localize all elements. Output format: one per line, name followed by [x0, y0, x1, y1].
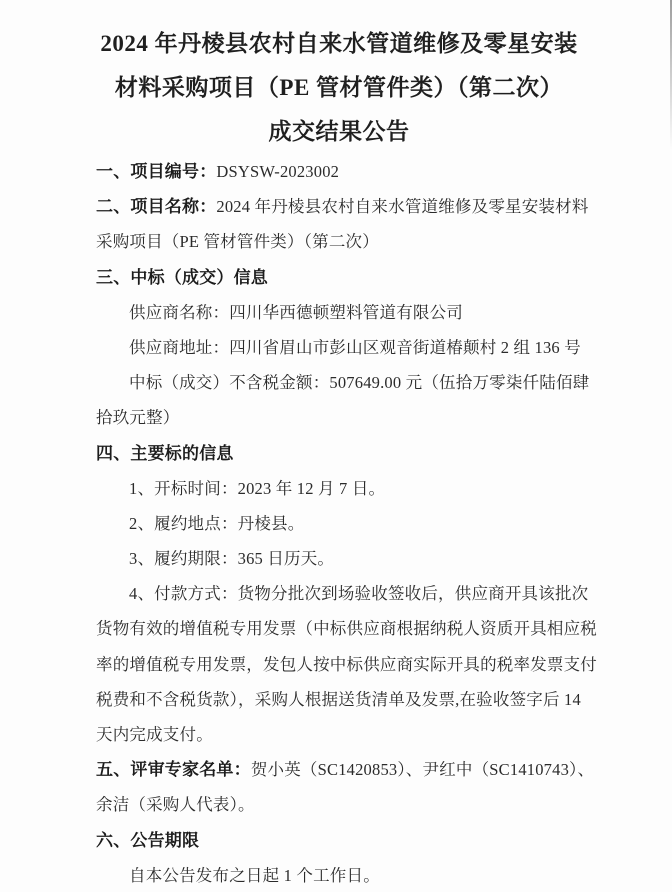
doc-line — [96, 752, 595, 787]
doc-line — [96, 189, 589, 224]
document-body — [96, 154, 597, 892]
doc-line-text: 自本公告发布之日起 1 个工作日。 — [129, 865, 380, 885]
doc-line-heading: 一、项目编号： — [96, 162, 217, 181]
doc-line-text: 贺小英（SC1420853）、尹红中（SC1410743）、 — [250, 760, 595, 780]
doc-line — [96, 823, 582, 858]
doc-line — [96, 717, 582, 752]
doc-line-text: 余洁（采购人代表）。 — [96, 795, 255, 815]
doc-line-text: 率的增值税专用发票，发包人按中标供应商实际开具的税率发票支付 — [96, 654, 597, 674]
doc-line-text: 采购项目（PE 管材管件类）（第二次） — [96, 232, 379, 252]
doc-line-text: 中标（成交）不含税金额：507649.00 元（伍拾万零柒仟陆佰肆 — [129, 373, 590, 393]
doc-line-heading: 五、评审专家名单： — [96, 760, 251, 780]
doc-line-text: 天内完成支付。 — [96, 725, 213, 744]
doc-line — [96, 471, 582, 506]
doc-line — [96, 682, 582, 717]
doc-line — [96, 506, 582, 541]
doc-line — [96, 858, 582, 892]
doc-line-text: 货物有效的增值税专用发票（中标供应商根据纳税人资质开具相应税 — [96, 619, 597, 639]
doc-line-text: 2、履约地点：丹棱县。 — [129, 513, 305, 533]
doc-line — [96, 611, 597, 646]
doc-line-heading: 四、主要标的信息 — [96, 443, 234, 463]
doc-line — [96, 365, 590, 400]
document-title — [96, 22, 582, 154]
doc-line-text: 1、开标时间：2023 年 12 月 7 日。 — [129, 478, 386, 498]
doc-line — [96, 576, 589, 611]
doc-line-text: 3、履约期限：365 日历天。 — [129, 549, 335, 569]
doc-line-text: 4、付款方式：货物分批次到场验收签收后，供应商开具该批次 — [129, 584, 589, 604]
doc-line — [96, 260, 582, 295]
title-line: 2024 年丹棱县农村自来水管道维修及零星安装 — [100, 31, 578, 56]
doc-line — [96, 787, 582, 822]
doc-line-text: 供应商名称：四川华西德顿塑料管道有限公司 — [129, 302, 463, 322]
doc-line-text: 2024 年丹棱县农村自来水管道维修及零星安装材料 — [216, 197, 589, 217]
doc-line-heading: 三、中标（成交）信息 — [96, 267, 268, 287]
doc-line-text: 拾玖元整） — [96, 408, 180, 428]
doc-line — [96, 647, 597, 682]
doc-line — [96, 154, 582, 189]
doc-line — [96, 295, 582, 330]
doc-line-text: 供应商地址：四川省眉山市彭山区观音街道椿颠村 2 组 136 号 — [129, 337, 581, 357]
doc-line — [96, 436, 582, 471]
title-line: 材料采购项目（PE 管材管件类）（第二次） — [114, 75, 564, 100]
doc-line-text: DSYSW-2023002 — [216, 162, 340, 181]
doc-line — [96, 224, 582, 259]
doc-line — [96, 541, 582, 576]
title-line: 成交结果公告 — [268, 119, 410, 144]
document-content — [96, 22, 597, 892]
doc-line-text: 税费和不含税货款），采购人根据送货清单及发票,在验收签字后 14 — [96, 689, 581, 709]
doc-line — [96, 400, 582, 435]
doc-line-heading: 二、项目名称： — [96, 197, 217, 217]
doc-line-heading: 六、公告期限 — [96, 830, 200, 850]
doc-line — [96, 330, 582, 365]
